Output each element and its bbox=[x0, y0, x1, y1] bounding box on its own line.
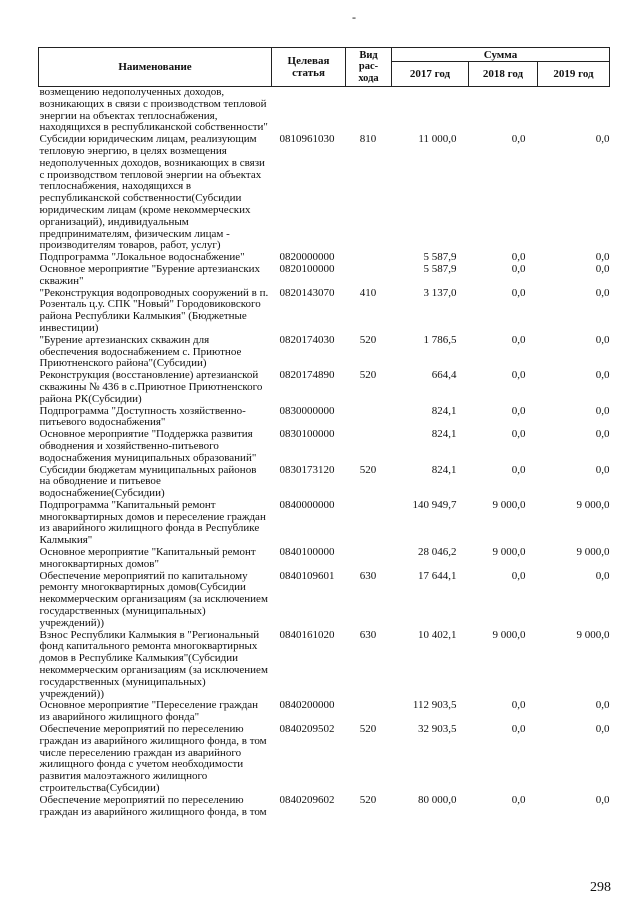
row-vid: 520 bbox=[359, 463, 377, 476]
row-code: 0820174890 bbox=[279, 369, 335, 382]
row-value-2018: 0,0 bbox=[511, 251, 526, 264]
row-value-2017: 664,4 bbox=[431, 369, 457, 382]
row-vid bbox=[346, 264, 392, 288]
row-value-2019: 0,0 bbox=[595, 262, 610, 275]
budget-table bbox=[38, 47, 610, 818]
table-row bbox=[39, 571, 610, 630]
row-name: "Бурение артезианских скважин для обеспечения водоснабжением с. Приютное Приютненского района"(Субсидии) bbox=[39, 333, 242, 370]
row-code bbox=[272, 87, 346, 135]
row-value-2019: 0,0 bbox=[595, 723, 610, 736]
row-code: 0830000000 bbox=[279, 404, 335, 417]
row-value-2018: 0,0 bbox=[511, 569, 526, 582]
header-vid-line3: хода bbox=[358, 72, 379, 84]
row-value-2019: 9 000,0 bbox=[576, 628, 610, 641]
header-2018: 2018 год bbox=[469, 62, 538, 87]
row-value-2018: 0,0 bbox=[511, 463, 526, 476]
page-dash: - bbox=[352, 10, 356, 24]
row-code: 0840109601 bbox=[279, 569, 335, 582]
row-vid bbox=[346, 547, 392, 571]
row-code: 0820174030 bbox=[279, 333, 335, 346]
header-sum: Сумма bbox=[392, 48, 610, 62]
row-value-2019: 0,0 bbox=[595, 404, 610, 417]
row-value-2018: 0,0 bbox=[511, 133, 526, 146]
table-row bbox=[39, 335, 610, 370]
row-value-2018: 0,0 bbox=[511, 428, 526, 441]
row-value-2019: 0,0 bbox=[595, 333, 610, 346]
table-body bbox=[39, 87, 610, 819]
table-row bbox=[39, 288, 610, 335]
header-2017: 2017 год bbox=[392, 62, 469, 87]
row-code: 0840209502 bbox=[279, 723, 335, 736]
row-value-2017: 32 903,5 bbox=[418, 723, 457, 736]
row-vid bbox=[346, 429, 392, 464]
row-vid: 630 bbox=[359, 628, 377, 641]
row-value-2019: 0,0 bbox=[595, 699, 610, 712]
header-2019: 2019 год bbox=[538, 62, 610, 87]
row-vid bbox=[346, 87, 392, 135]
row-name: Обеспечение мероприятий по переселению граждан из аварийного жилищного фонда, в том числе переселению граждан из аварийного жилищного фонда с учетом необходимости развития малоэтажного жилищного строительства(Субсидии) bbox=[39, 723, 267, 795]
row-value-2018: 0,0 bbox=[511, 793, 526, 806]
row-value-2017: 140 949,7 bbox=[412, 498, 457, 511]
row-vid: 630 bbox=[359, 569, 377, 582]
row-code: 0840100000 bbox=[279, 546, 335, 559]
table-row bbox=[39, 370, 610, 405]
row-vid bbox=[346, 406, 392, 430]
row-value-2018: 0,0 bbox=[511, 404, 526, 417]
row-value-2018: 0,0 bbox=[511, 369, 526, 382]
row-value-2017 bbox=[392, 87, 469, 135]
row-vid: 520 bbox=[359, 369, 377, 382]
row-name: Обеспечение мероприятий по капитальному ремонту многоквартирных домов(Субсидии некоммерческим организациям (за исключением государственных (муниципальных) учреждений)) bbox=[39, 569, 268, 629]
header-vid bbox=[346, 48, 392, 87]
page-number: 298 bbox=[590, 880, 611, 895]
row-name: Подпрограмма "Локальное водоснабжение" bbox=[39, 251, 245, 264]
row-vid: 810 bbox=[359, 133, 377, 146]
row-value-2019: 9 000,0 bbox=[576, 546, 610, 559]
row-code: 0840200000 bbox=[279, 699, 335, 712]
row-value-2017: 3 137,0 bbox=[423, 286, 457, 299]
row-value-2017: 824,1 bbox=[431, 404, 457, 417]
row-value-2018: 0,0 bbox=[511, 699, 526, 712]
row-value-2017: 112 903,5 bbox=[412, 699, 457, 712]
header-vid-line2: рас- bbox=[358, 61, 379, 73]
table-row bbox=[39, 724, 610, 795]
row-value-2018: 9 000,0 bbox=[492, 546, 526, 559]
row-vid: 520 bbox=[359, 793, 377, 806]
table-row bbox=[39, 406, 610, 430]
row-name: Подпрограмма "Капитальный ремонт многоквартирных домов и переселение граждан из аварийного жилищного фонда в Республике Калмыкия" bbox=[39, 498, 266, 547]
row-code: 0820000000 bbox=[279, 251, 335, 264]
row-code: 0820100000 bbox=[279, 262, 335, 275]
row-code: 0840209602 bbox=[279, 793, 335, 806]
row-value-2017: 5 587,9 bbox=[423, 262, 457, 275]
row-value-2019: 0,0 bbox=[595, 569, 610, 582]
row-name: Субсидии юридическим лицам, реализующим тепловую энергию, в целях возмещения недополученных доходов, возникающих в связи с производством тепловой энергии на объектах теплоснабжения, находящихся в республиканской собственности(Субсидии юридическим лицам (кроме некоммерческих организаций), индивидуальным предпринимателям, физическим лицам - производителям товаров, работ, услуг) bbox=[39, 133, 265, 252]
row-value-2019: 0,0 bbox=[595, 793, 610, 806]
row-name: Основное мероприятие "Бурение артезианских скважин" bbox=[39, 262, 261, 287]
row-vid bbox=[346, 252, 392, 264]
row-code: 0840000000 bbox=[279, 498, 335, 511]
row-value-2019: 0,0 bbox=[595, 133, 610, 146]
row-vid bbox=[346, 500, 392, 547]
row-value-2017: 17 644,1 bbox=[418, 569, 457, 582]
row-value-2019: 0,0 bbox=[595, 428, 610, 441]
row-value-2017: 11 000,0 bbox=[418, 133, 457, 146]
row-value-2018: 0,0 bbox=[511, 286, 526, 299]
row-name: Реконструкция (восстановление) артезианской скважины № 436 в с.Приютное Приютненского района РК(Субсидии) bbox=[39, 369, 263, 405]
row-code: 0810961030 bbox=[279, 133, 335, 146]
row-name: Обеспечение мероприятий по переселению граждан из аварийного жилищного фонда, в том bbox=[39, 793, 267, 818]
row-value-2019: 0,0 bbox=[595, 251, 610, 264]
row-name: Основное мероприятие "Капитальный ремонт многоквартирных домов" bbox=[39, 546, 256, 570]
table-row bbox=[39, 134, 610, 252]
row-vid bbox=[346, 700, 392, 724]
row-value-2017: 5 587,9 bbox=[423, 251, 457, 264]
row-vid: 520 bbox=[359, 723, 377, 736]
row-value-2017: 824,1 bbox=[431, 463, 457, 476]
row-vid: 520 bbox=[359, 333, 377, 346]
row-value-2019: 9 000,0 bbox=[576, 498, 610, 511]
row-vid: 410 bbox=[359, 286, 377, 299]
row-name: Основное мероприятие "Поддержка развития обводнения и хозяйственно-питьевого водоснабжения муниципальных образований" bbox=[39, 428, 257, 464]
row-value-2018: 0,0 bbox=[511, 262, 526, 275]
table-row bbox=[39, 795, 610, 819]
row-value-2018: 9 000,0 bbox=[492, 498, 526, 511]
row-value-2018: 9 000,0 bbox=[492, 628, 526, 641]
table-row bbox=[39, 500, 610, 547]
row-value-2017: 80 000,0 bbox=[418, 793, 457, 806]
row-code: 0830173120 bbox=[279, 463, 335, 476]
row-value-2018: 0,0 bbox=[511, 333, 526, 346]
row-value-2019: 0,0 bbox=[595, 463, 610, 476]
table-row bbox=[39, 465, 610, 500]
row-value-2017: 10 402,1 bbox=[418, 628, 457, 641]
row-value-2017: 28 046,2 bbox=[418, 546, 457, 559]
table-header bbox=[39, 48, 610, 87]
row-name: возмещению недополученных доходов, возникающих в связи с производством тепловой энергии на объектах теплоснабжения, находящихся в республиканской собственности" bbox=[39, 86, 268, 134]
row-value-2019 bbox=[538, 87, 610, 135]
row-name: Основное мероприятие "Переселение граждан из аварийного жилищного фонда" bbox=[39, 699, 259, 724]
row-name: "Реконструкция водопроводных сооружений в п. Розенталь ц.у. СПК "Новый" Городовиковского района Республики Калмыкия" (Бюджетные инвестиции) bbox=[39, 286, 269, 334]
table-row bbox=[39, 547, 610, 571]
table-row bbox=[39, 630, 610, 701]
row-code: 0820143070 bbox=[279, 286, 335, 299]
header-vid-line1: Вид bbox=[359, 49, 378, 61]
row-value-2019: 0,0 bbox=[595, 369, 610, 382]
row-value-2017: 1 786,5 bbox=[423, 333, 457, 346]
table-row bbox=[39, 429, 610, 464]
row-value-2018: 0,0 bbox=[511, 723, 526, 736]
row-name: Взнос Республики Калмыкия в "Региональный фонд капитального ремонта многоквартирных домов в Республике Калмыкия"(Субсидии некоммерческим организациям (за исключением государственных (муниципальных) учреждений)) bbox=[39, 628, 268, 700]
table-row bbox=[39, 264, 610, 288]
row-value-2017: 824,1 bbox=[431, 428, 457, 441]
header-name: Наименование bbox=[39, 48, 272, 87]
row-name: Подпрограмма "Доступность хозяйственно-питьевого водоснабжения" bbox=[39, 404, 246, 429]
row-value-2018 bbox=[469, 87, 538, 135]
table-row bbox=[39, 700, 610, 724]
table-row bbox=[39, 87, 610, 135]
row-code: 0830100000 bbox=[279, 428, 335, 441]
row-name: Субсидии бюджетам муниципальных районов на обводнение и питьевое водоснабжение(Субсидии) bbox=[39, 463, 257, 500]
row-value-2019: 0,0 bbox=[595, 286, 610, 299]
header-target: Целевая статья bbox=[272, 48, 346, 87]
row-code: 0840161020 bbox=[279, 628, 335, 641]
